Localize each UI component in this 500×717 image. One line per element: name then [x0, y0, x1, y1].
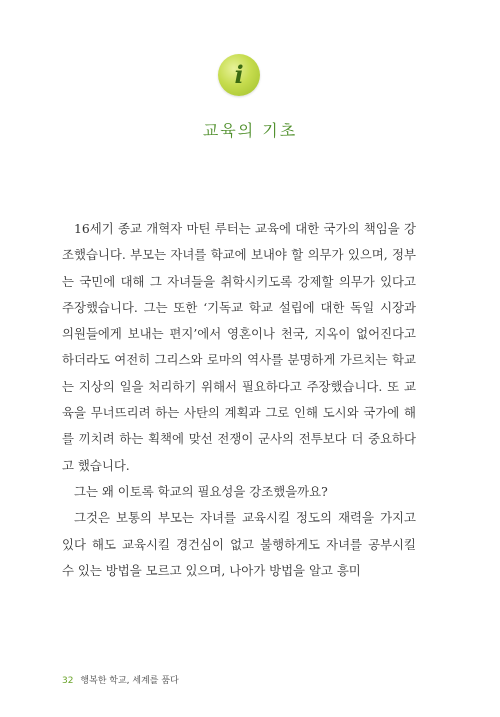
page-footer: [62, 673, 179, 686]
chapter-title: 교육의 기초: [202, 121, 298, 140]
chapter-badge-icon: [218, 54, 260, 96]
chapter-numeral: i: [234, 60, 244, 89]
body-text: [62, 216, 416, 584]
paragraph: 그것은 보통의 부모는 자녀를 교육시킬 정도의 재력을 가지고 있다 해도 교육시킬 경건심이 없고 불행하게도 자녀를 공부시킬 수 있는 방법을 모르고 있으며, 나아가 방법을 알고 흥미: [62, 510, 416, 578]
running-title: 행복한 학교, 세계를 품다: [80, 676, 179, 686]
page-number: 32: [62, 676, 74, 686]
paragraph: 그는 왜 이토록 학교의 필요성을 강조했을까요?: [74, 483, 328, 499]
paragraph: 16세기 종교 개혁자 마틴 루터는 교육에 대한 국가의 책임을 강조했습니다. 부모는 자녀를 학교에 보내야 할 의무가 있으며, 정부는 국민에 대해 그 자녀들을 취학시키도록 강제할 의무가 있다고 주장했습니다. 그는 또한 ‘기독교 학교 설립에 대한 독일 시장과 의원들에게 보내는 편지’에서 영혼이나 천국, 지옥이 없어진다고 하더라도 여전히 그리스와 로마의 역사를 분명하게 가르치는 학교는 지상의 일을 처리하기 위해서 필요하다고 주장했습니다. 또 교육을 무너뜨리려 하는 사탄의 계획과 그로 인해 도시와 국가에 해를 끼치려 하는 획책에 맞선 전쟁이 군사의 전투보다 더 중요하다고 했습니다.: [62, 221, 416, 473]
